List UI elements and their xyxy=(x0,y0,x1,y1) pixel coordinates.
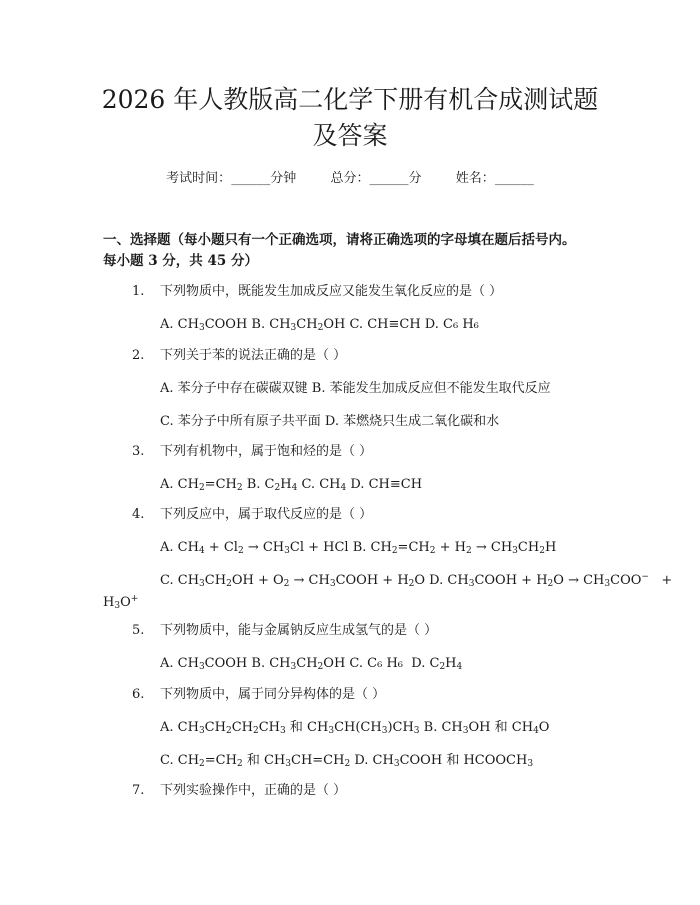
question-number: 5. xyxy=(132,623,145,638)
time-unit: 分钟 xyxy=(270,171,297,186)
document-title-line1: 2026 年人教版高二化学下册有机合成测试题 xyxy=(101,85,599,114)
document-title-line2: 及答案 xyxy=(312,121,388,150)
name-blank: ______ xyxy=(494,171,534,186)
score-unit: 分 xyxy=(408,171,422,186)
question-2-options-line2: C. 苯分子中所有原子共平面 D. 苯燃烧只生成二氧化碳和水 xyxy=(160,414,500,429)
question-number: 4. xyxy=(132,507,145,522)
question-5-options: A. $CH_3COOH$ B. $CH_3CH_2OH$ C. C₆ H₆ D. $C_2H_4$ xyxy=(160,656,463,672)
score-blank: ______ xyxy=(369,171,409,186)
question-number: 3. xyxy=(132,444,145,459)
section-heading-cont: 每小题 3 分，共 45 分） xyxy=(103,253,258,269)
section-heading: 一、选择题（每小题只有一个正确选项，请将正确选项的字母填在题后括号内。 xyxy=(103,232,576,248)
time-blank: ______ xyxy=(231,171,271,186)
question-number: 6. xyxy=(132,687,145,702)
question-text: 下列物质中，能与金属钠反应生成氢气的是（ ） xyxy=(160,623,438,638)
question-3-options: A. $CH_2=CH_2$ B. $C_2H_4$ C. $CH_4$ D. CH≡CH xyxy=(160,477,423,493)
question-4-options-cont: $H_3O^+$ xyxy=(103,594,139,611)
question-2-options-line1: A. 苯分子中存在碳碳双键 B. 苯能发生加成反应但不能发生取代反应 xyxy=(160,381,551,396)
question-4-options-line2: C. $CH_3CH_2OH + O_2$ → $CH_3COOH + H_2O$ D. $CH_3COOH + H_2O \to CH_3COO^-$ + xyxy=(160,572,673,589)
name-label: 姓名： xyxy=(455,171,495,186)
question-text: 下列物质中，属于同分异构体的是（ ） xyxy=(160,687,386,702)
question-text: 下列实验操作中，正确的是（ ） xyxy=(160,783,347,798)
question-text: 下列物质中，既能发生加成反应又能发生氧化反应的是（ ） xyxy=(160,284,503,299)
question-number: 7. xyxy=(132,783,145,798)
question-6-options-line2: C. $CH_2=CH_2$ 和 $CH_3CH=CH_2$ D. $CH_3COOH$ 和 $HCOOCH_3$ xyxy=(160,753,534,769)
question-text: 下列反应中，属于取代反应的是（ ） xyxy=(160,507,373,522)
question-text: 下列有机物中，属于饱和烃的是（ ） xyxy=(160,444,373,459)
question-text: 下列关于苯的说法正确的是（ ） xyxy=(160,348,347,363)
question-number: 1. xyxy=(132,284,145,299)
question-6-options-line1: A. $CH_3CH_2CH_2CH_3$ 和 $CH_3CH(CH_3)CH_3$ B. $CH_3OH$ 和 $CH_4O$ xyxy=(160,720,550,736)
exam-meta xyxy=(0,167,700,186)
time-label: 考试时间： xyxy=(166,171,232,186)
question-1-options: A. $CH_3COOH$ B. $CH_3CH_2OH$ C. CH≡CH D. C₆ H₆ xyxy=(160,317,479,333)
question-4-options-line1: A. $CH_4 + Cl_2 \to CH_3Cl$ + HCl B. $CH_2=CH_2 + H_2 \to CH_3CH_2H$ xyxy=(160,540,557,556)
score-label: 总分： xyxy=(330,171,370,186)
question-number: 2. xyxy=(132,348,145,363)
